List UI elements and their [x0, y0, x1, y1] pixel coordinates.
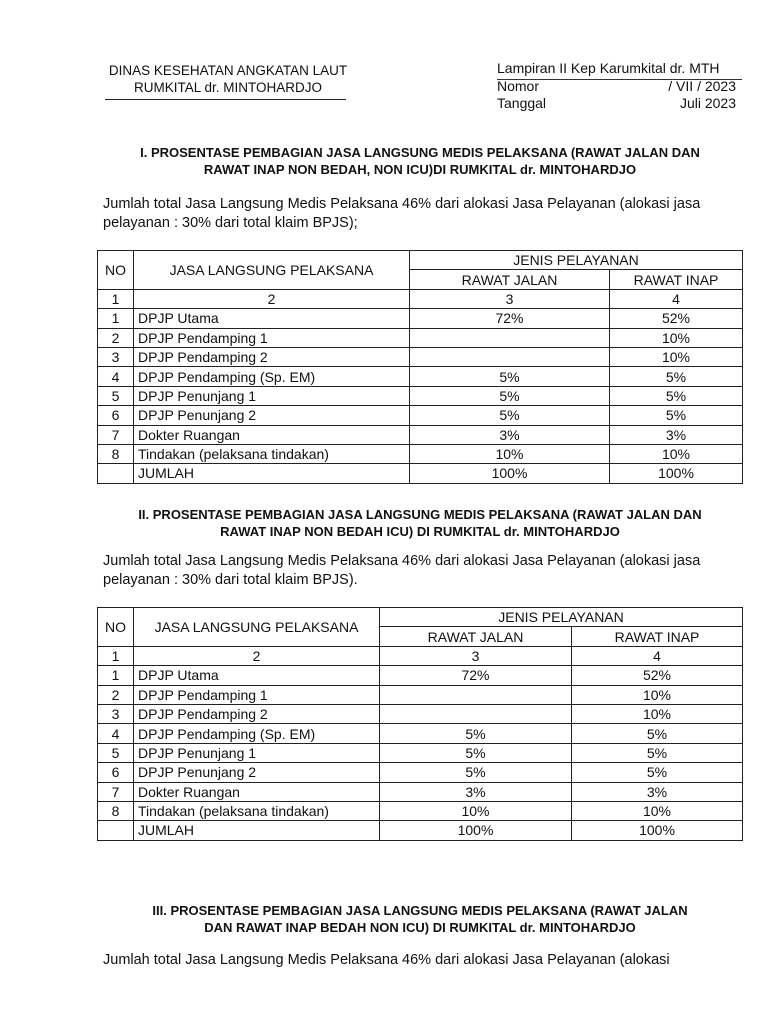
- row-number: 7: [98, 425, 134, 444]
- table-row: [98, 801, 743, 820]
- table-row: [98, 309, 743, 328]
- row-number: 1: [98, 666, 134, 685]
- row-rawat-jalan-value: [410, 328, 610, 347]
- section-2-para-line2: pelayanan : 30% dari total klaim BPJS).: [103, 572, 358, 588]
- row-rawat-jalan-value: 5%: [380, 743, 572, 762]
- col-number: 3: [410, 289, 610, 308]
- table-row: [98, 685, 743, 704]
- col-number: 1: [98, 289, 134, 308]
- row-rawat-jalan-value: 100%: [410, 464, 610, 483]
- row-number: [98, 821, 134, 840]
- row-rawat-jalan-value: 100%: [380, 821, 572, 840]
- tanggal-label: Tanggal: [497, 95, 547, 111]
- table-row: [98, 425, 743, 444]
- row-rawat-inap-value: 10%: [572, 801, 743, 820]
- section-2-title-line2: RAWAT INAP NON BEDAH ICU) DI RUMKITAL dr. MINTOHARDJO: [220, 524, 620, 539]
- row-number: 5: [98, 386, 134, 405]
- row-number: 5: [98, 743, 134, 762]
- table-row: [98, 763, 743, 782]
- reference-rule: [497, 79, 742, 80]
- col-number: 1: [98, 646, 134, 665]
- row-number: 4: [98, 367, 134, 386]
- row-rawat-inap-value: 5%: [610, 406, 743, 425]
- tanggal-row: [497, 95, 742, 113]
- row-number: 8: [98, 801, 134, 820]
- col-rawat-inap-header: RAWAT INAP: [572, 627, 743, 646]
- column-number-row: [98, 289, 743, 308]
- row-rawat-inap-value: 5%: [572, 724, 743, 743]
- row-rawat-jalan-value: 72%: [410, 309, 610, 328]
- row-rawat-inap-value: 52%: [610, 309, 743, 328]
- organization-header: [98, 62, 358, 96]
- table-row: [98, 782, 743, 801]
- row-service-name: DPJP Penunjang 1: [134, 743, 380, 762]
- nomor-value: / VII / 2023: [668, 77, 736, 94]
- row-service-name: DPJP Utama: [134, 309, 410, 328]
- row-service-name: DPJP Pendamping 1: [134, 328, 410, 347]
- row-number: 3: [98, 347, 134, 366]
- column-number-row: [98, 646, 743, 665]
- row-service-name: Tindakan (pelaksana tindakan): [134, 444, 410, 463]
- row-rawat-jalan-value: [380, 704, 572, 723]
- table-row: [98, 386, 743, 405]
- row-service-name: Tindakan (pelaksana tindakan): [134, 801, 380, 820]
- document-reference: [497, 60, 742, 113]
- row-service-name: Dokter Ruangan: [134, 425, 410, 444]
- row-rawat-inap-value: 3%: [610, 425, 743, 444]
- section-2-table: [97, 607, 743, 841]
- row-service-name: DPJP Pendamping 2: [134, 704, 380, 723]
- row-rawat-inap-value: 5%: [572, 743, 743, 762]
- row-rawat-jalan-value: 5%: [410, 367, 610, 386]
- table-row: [98, 406, 743, 425]
- row-rawat-inap-value: 3%: [572, 782, 743, 801]
- row-rawat-jalan-value: 10%: [410, 444, 610, 463]
- table-row: [98, 821, 743, 840]
- col-jasa-header: JASA LANGSUNG PELAKSANA: [134, 251, 410, 290]
- tanggal-value: Juli 2023: [679, 95, 736, 111]
- row-service-name: DPJP Pendamping (Sp. EM): [134, 724, 380, 743]
- table-row: [98, 666, 743, 685]
- col-number: 4: [610, 289, 743, 308]
- section-3-paragraph: [103, 951, 733, 970]
- section-1-para-line1: Jumlah total Jasa Langsung Medis Pelaksana 46% dari alokasi Jasa Pelayanan (alokasi jasa: [103, 196, 701, 212]
- attachment-line: Lampiran II Kep Karumkital dr. MTH: [497, 60, 720, 76]
- table-header-row: [98, 608, 743, 627]
- col-no-header: NO: [98, 608, 134, 647]
- row-rawat-jalan-value: 10%: [380, 801, 572, 820]
- table-row: [98, 704, 743, 723]
- row-service-name: Dokter Ruangan: [134, 782, 380, 801]
- row-service-name: DPJP Penunjang 2: [134, 763, 380, 782]
- table-row: [98, 444, 743, 463]
- row-service-name: DPJP Utama: [134, 666, 380, 685]
- col-number: 3: [380, 646, 572, 665]
- row-number: 2: [98, 685, 134, 704]
- col-rawat-jalan-header: RAWAT JALAN: [380, 627, 572, 646]
- section-1-title: [100, 144, 740, 178]
- table-row: [98, 464, 743, 483]
- section-2-title: [100, 506, 740, 540]
- row-rawat-inap-value: 100%: [610, 464, 743, 483]
- row-rawat-jalan-value: 5%: [380, 724, 572, 743]
- row-rawat-jalan-value: 5%: [410, 386, 610, 405]
- table-row: [98, 743, 743, 762]
- table-row: [98, 328, 743, 347]
- section-1-title-line2: RAWAT INAP NON BEDAH, NON ICU)DI RUMKITAL dr. MINTOHARDJO: [203, 162, 637, 177]
- row-number: [98, 464, 134, 483]
- row-rawat-inap-value: 10%: [572, 704, 743, 723]
- row-rawat-inap-value: 10%: [572, 685, 743, 704]
- organization-name: DINAS KESEHATAN ANGKATAN LAUT: [108, 63, 348, 78]
- row-rawat-inap-value: 5%: [610, 367, 743, 386]
- section-2-para-line1: Jumlah total Jasa Langsung Medis Pelaksana 46% dari alokasi Jasa Pelayanan (alokasi jasa: [103, 553, 701, 569]
- table-row: [98, 724, 743, 743]
- row-number: 1: [98, 309, 134, 328]
- section-3-para-line1: Jumlah total Jasa Langsung Medis Pelaksana 46% dari alokasi Jasa Pelayanan (alokasi: [103, 952, 670, 968]
- table-header-row: [98, 251, 743, 270]
- header-underline: [105, 99, 346, 100]
- row-service-name: DPJP Pendamping (Sp. EM): [134, 367, 410, 386]
- col-number: 2: [134, 289, 410, 308]
- row-rawat-jalan-value: 5%: [380, 763, 572, 782]
- row-rawat-inap-value: 5%: [610, 386, 743, 405]
- col-number: 4: [572, 646, 743, 665]
- row-service-name: JUMLAH: [134, 464, 410, 483]
- row-service-name: DPJP Pendamping 2: [134, 347, 410, 366]
- section-1-para-line2: pelayanan : 30% dari total klaim BPJS);: [103, 215, 358, 231]
- section-2-title-line1: II. PROSENTASE PEMBAGIAN JASA LANGSUNG MEDIS PELAKSANA (RAWAT JALAN DAN: [138, 507, 702, 522]
- nomor-label: Nomor: [497, 77, 540, 94]
- row-rawat-inap-value: 10%: [610, 444, 743, 463]
- hospital-name: RUMKITAL dr. MINTOHARDJO: [133, 80, 323, 95]
- row-rawat-jalan-value: 72%: [380, 666, 572, 685]
- table-row: [98, 347, 743, 366]
- row-number: 8: [98, 444, 134, 463]
- row-rawat-inap-value: 5%: [572, 763, 743, 782]
- col-number: 2: [134, 646, 380, 665]
- row-service-name: DPJP Penunjang 1: [134, 386, 410, 405]
- row-rawat-inap-value: 10%: [610, 347, 743, 366]
- row-rawat-jalan-value: 3%: [410, 425, 610, 444]
- row-rawat-inap-value: 10%: [610, 328, 743, 347]
- row-number: 3: [98, 704, 134, 723]
- col-jenis-header: JENIS PELAYANAN: [380, 608, 743, 627]
- row-number: 6: [98, 763, 134, 782]
- section-2-paragraph: [103, 552, 733, 590]
- row-number: 6: [98, 406, 134, 425]
- table-row: [98, 367, 743, 386]
- col-jenis-header: JENIS PELAYANAN: [410, 251, 743, 270]
- section-3-title-line2: DAN RAWAT INAP BEDAH NON ICU) DI RUMKITAL dr. MINTOHARDJO: [204, 920, 636, 935]
- section-3-title-line1: III. PROSENTASE PEMBAGIAN JASA LANGSUNG MEDIS PELAKSANA (RAWAT JALAN: [152, 903, 688, 918]
- row-rawat-jalan-value: 5%: [410, 406, 610, 425]
- section-1-title-line1: I. PROSENTASE PEMBAGIAN JASA LANGSUNG MEDIS PELAKSANA (RAWAT JALAN DAN: [140, 145, 700, 160]
- col-jasa-header: JASA LANGSUNG PELAKSANA: [134, 608, 380, 647]
- section-1-table: [97, 250, 743, 484]
- col-no-header: NO: [98, 251, 134, 290]
- row-rawat-inap-value: 52%: [572, 666, 743, 685]
- col-rawat-inap-header: RAWAT INAP: [610, 270, 743, 289]
- nomor-row: [497, 78, 742, 96]
- row-number: 2: [98, 328, 134, 347]
- row-service-name: JUMLAH: [134, 821, 380, 840]
- row-service-name: DPJP Penunjang 2: [134, 406, 410, 425]
- row-rawat-inap-value: 100%: [572, 821, 743, 840]
- col-rawat-jalan-header: RAWAT JALAN: [410, 270, 610, 289]
- row-number: 4: [98, 724, 134, 743]
- row-rawat-jalan-value: [380, 685, 572, 704]
- row-number: 7: [98, 782, 134, 801]
- section-3-title: [100, 902, 740, 936]
- section-1-paragraph: [103, 195, 733, 233]
- row-service-name: DPJP Pendamping 1: [134, 685, 380, 704]
- row-rawat-jalan-value: [410, 347, 610, 366]
- row-rawat-jalan-value: 3%: [380, 782, 572, 801]
